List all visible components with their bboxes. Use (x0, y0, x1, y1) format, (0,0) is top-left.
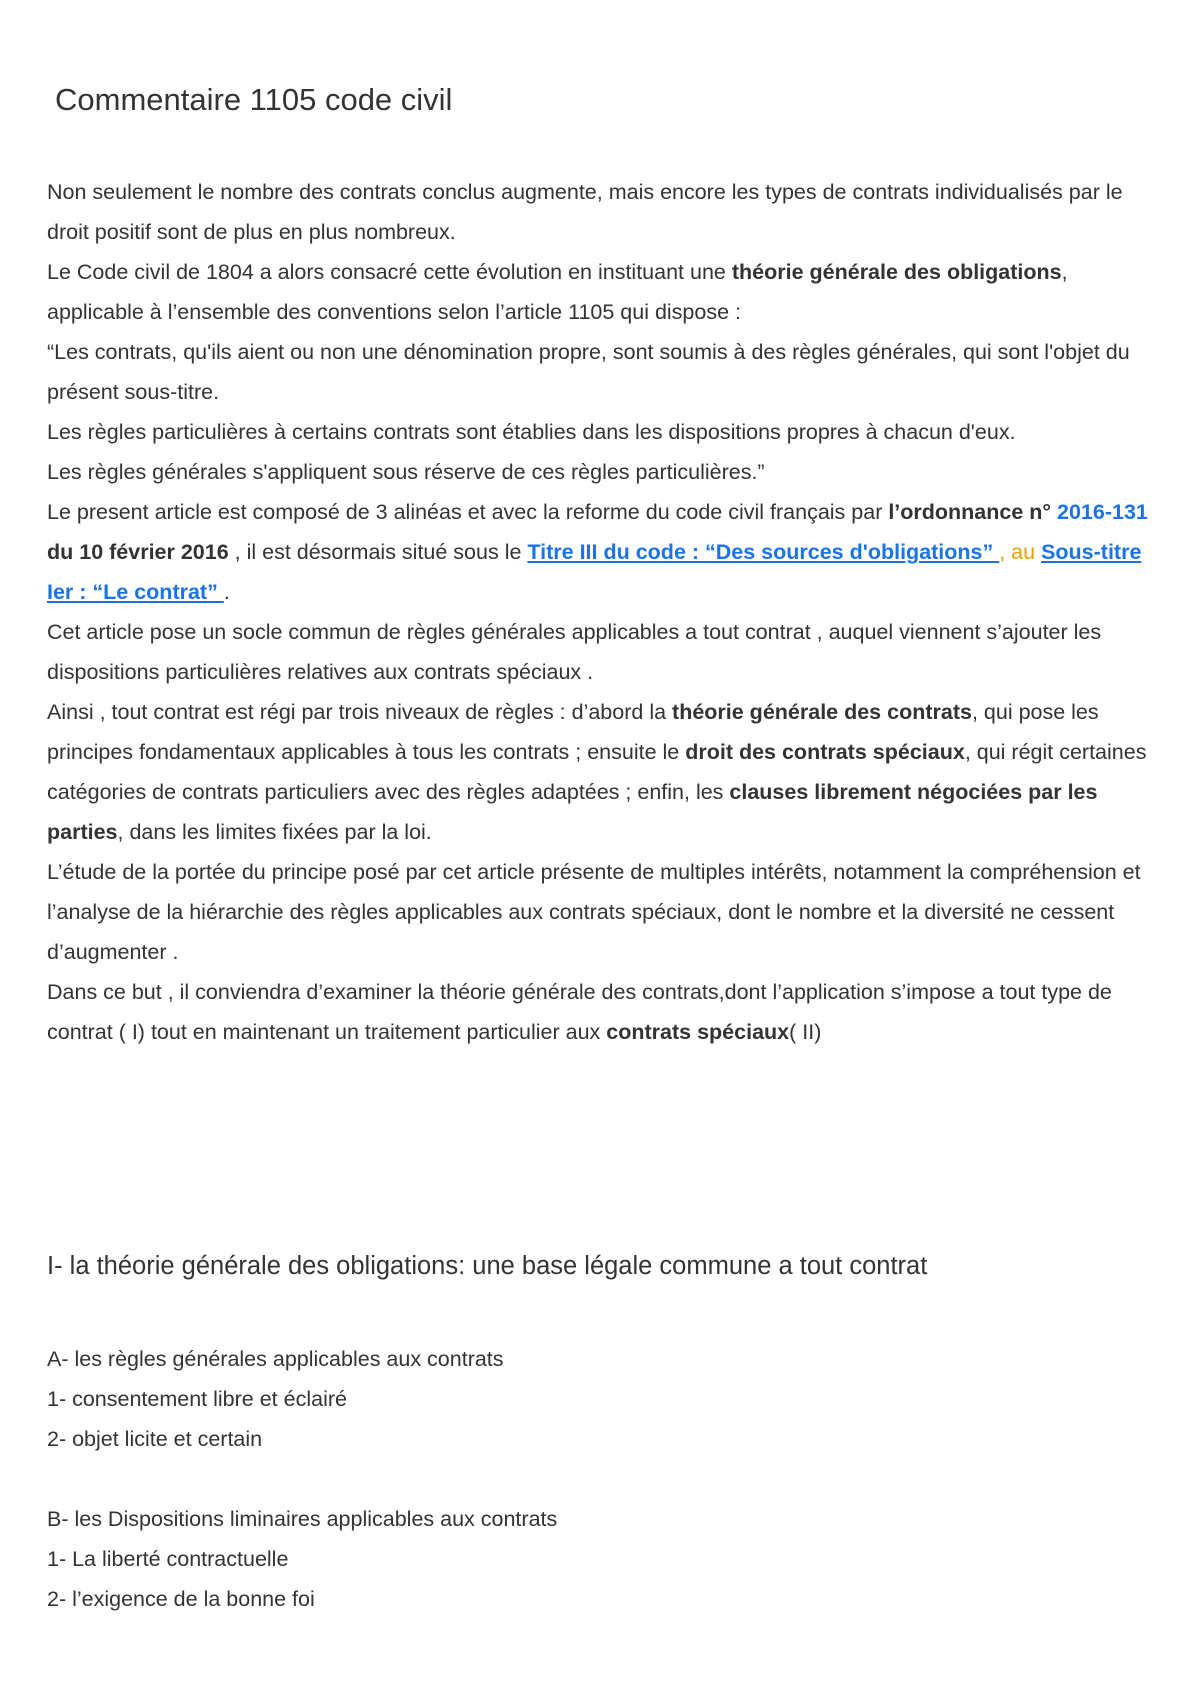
ordonnance-date: du 10 février 2016 (47, 540, 229, 564)
intro-p7-text-a: Dans ce but , il conviendra d’examiner la théorie générale des contrats,dont l’application s’impose a tout type de contrat ( I) tout en maintenant un traitement particulier aux (47, 980, 1112, 1044)
subsection-a (47, 1339, 1167, 1459)
intro-p2-bold: théorie générale des obligations (731, 260, 1062, 284)
intro-p5-text-e: , dans les limites fixées par la loi. (117, 820, 432, 844)
intro-p5-text-a: Ainsi , tout contrat est régi par trois niveaux de règles : d’abord la (47, 700, 673, 724)
article-quote-line-3: Les règles générales s'appliquent sous réserve de ces règles particulières.” (47, 460, 765, 484)
intro-paragraph-1: Non seulement le nombre des contrats conclus augmente, mais encore les types de contrats individualisés par le droit positif sont de plus en plus nombreux. (47, 180, 1123, 244)
intro-paragraph-4: Cet article pose un socle commun de règles générales applicables a tout contrat , auquel viennent s’ajouter les dispositions particulières relatives aux contrats spéciaux . (47, 620, 1102, 684)
subsection-a-item: 2- objet licite et certain (47, 1427, 263, 1451)
intro-p5-text-c: , qui pose les principes fondamentaux applicables à tous les contrats ; ensuite le (47, 700, 1099, 764)
intro-p3-text-a: Le present article est composé de 3 alinéas et avec la reforme du code civil français par (47, 500, 889, 524)
titre-iii-link[interactable]: Titre III du code : “Des sources d'obligations” (527, 540, 1000, 564)
intro-paragraph-7 (47, 972, 1167, 1052)
subsection-b-heading: B- les Dispositions liminaires applicables aux contrats (47, 1507, 558, 1531)
intro-p3-text-b: , il est désormais situé sous le (228, 540, 528, 564)
intro-p3-au: , au (999, 540, 1042, 564)
intro-paragraph-6: L’étude de la portée du principe posé par cet article présente de multiples intérêts, notamment la compréhension et l’analyse de la hiérarchie des règles applicables aux contrats spéciaux, dont le nombre et la diversité ne cessent d’augmenter . (47, 860, 1141, 964)
subsection-b (47, 1499, 1167, 1619)
intro-p2-text-b: , applicable à l’ensemble des conventions selon l’article 1105 qui dispose : (47, 260, 1068, 324)
sous-titre-link[interactable]: Sous-titre Ier : “Le contrat” (47, 540, 1142, 604)
intro-paragraph-3 (47, 492, 1167, 612)
ordonnance-label: l’ordonnance n° (888, 500, 1052, 524)
section-1-heading: I- la théorie générale des obligations: une base légale commune a tout contrat (47, 1252, 928, 1280)
subsection-b-item: 1- La liberté contractuelle (47, 1547, 289, 1571)
intro-p5-bold-2: droit des contrats spéciaux (685, 740, 965, 764)
intro-p3-end: . (223, 580, 230, 604)
article-quote-line-2: Les règles particulières à certains contrats sont établies dans les dispositions propres à chacun d'eux. (47, 420, 1016, 444)
intro-p5-bold-3: clauses librement négociées par les parties (47, 780, 1098, 844)
intro-p7-end: ( II) (789, 1020, 822, 1044)
intro-paragraph-2 (47, 252, 1167, 332)
intro-p7-bold: contrats spéciaux (606, 1020, 790, 1044)
subsection-b-item: 2- l’exigence de la bonne foi (47, 1587, 315, 1611)
article-quote-line-1: “Les contrats, qu'ils aient ou non une dénomination propre, sont soumis à des règles générales, qui sont l'objet du présent sous-titre. (47, 340, 1130, 404)
intro-p2-text-a: Le Code civil de 1804 a alors consacré cette évolution en instituant une (47, 260, 732, 284)
intro-p5-bold-1: théorie générale des contrats (672, 700, 972, 724)
subsection-a-heading: A- les règles générales applicables aux contrats (47, 1347, 504, 1371)
ordonnance-number-link[interactable]: 2016-131 (1057, 500, 1148, 524)
document-title: Commentaire 1105 code civil (55, 82, 453, 117)
intro-paragraph-5 (47, 692, 1167, 852)
subsection-a-item: 1- consentement libre et éclairé (47, 1387, 347, 1411)
intro-p5-text-d: , qui régit certaines catégories de contrats particuliers avec des règles adaptées ; enfin, les (47, 740, 1147, 804)
introduction (47, 172, 1167, 1052)
